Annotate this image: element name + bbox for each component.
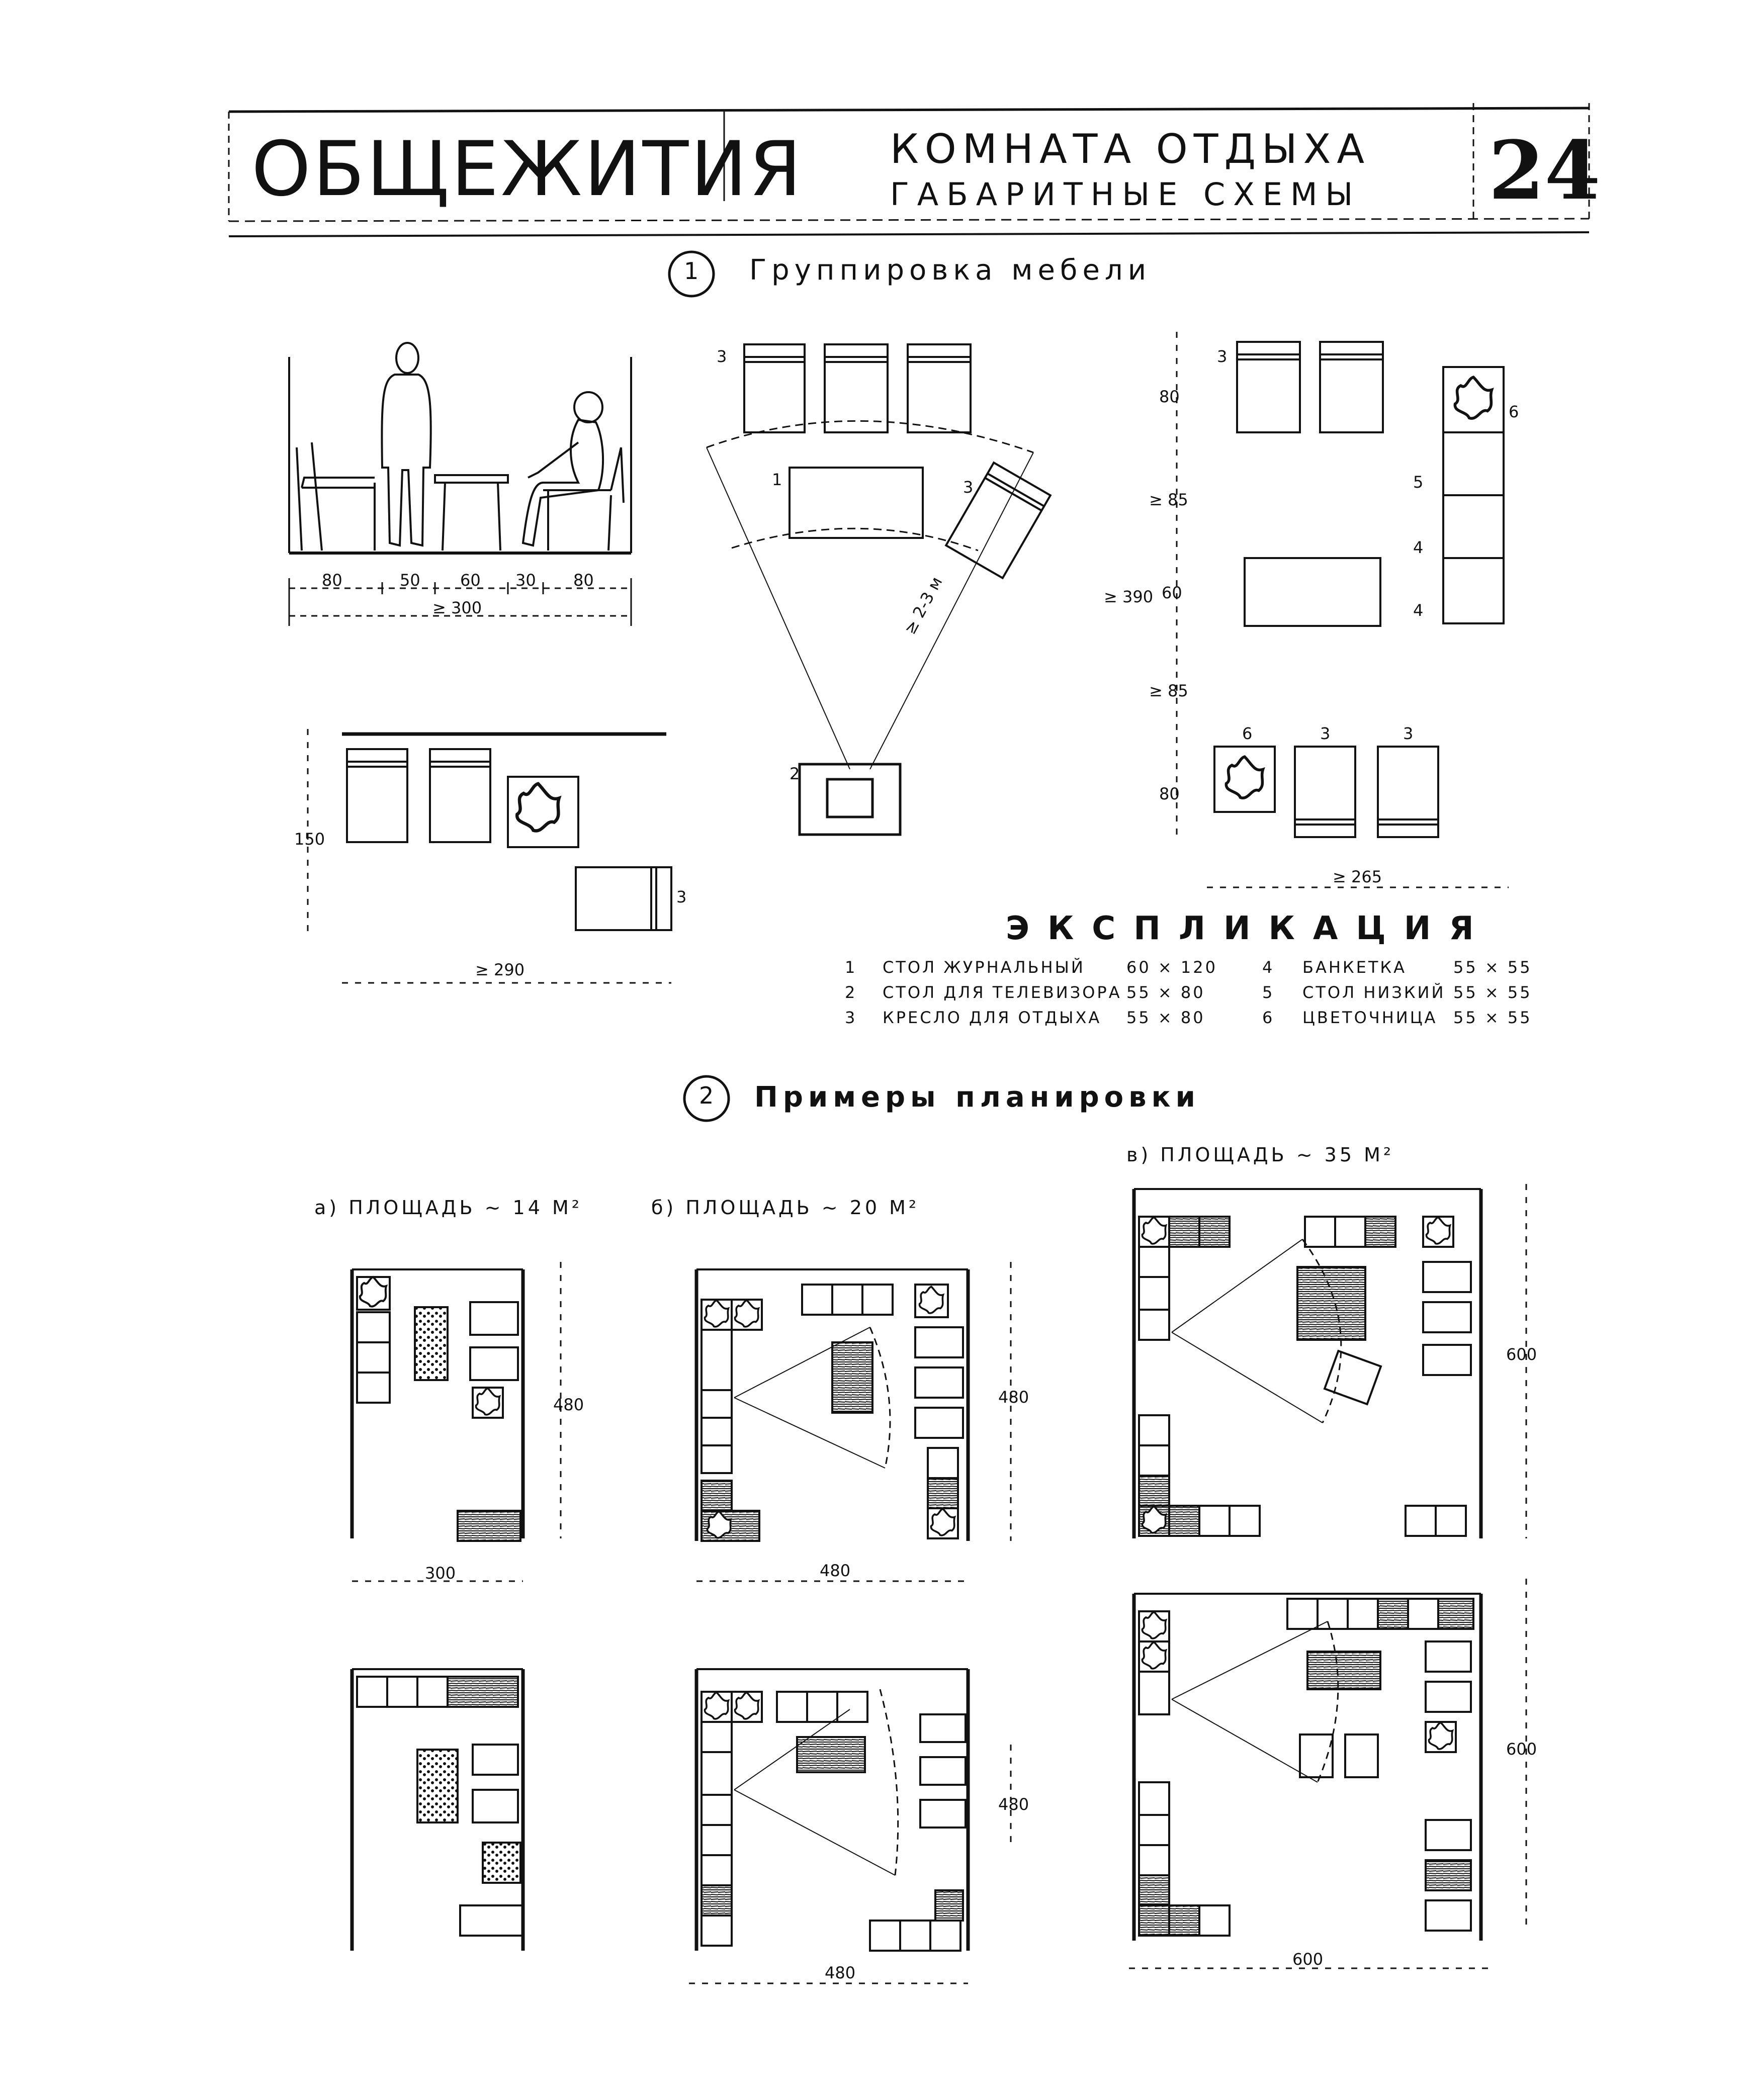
section2-number: 2: [699, 1082, 714, 1109]
expl-size-1: 60 × 120: [1126, 958, 1217, 977]
dim-right-85a: ≥ 85: [1149, 490, 1188, 509]
dim-elev-60: 60: [460, 571, 481, 590]
expl-num-6: 6: [1262, 1008, 1275, 1027]
example-a-label: а) ПЛОЩАДЬ ~ 14 М²: [314, 1197, 583, 1219]
item-label-3: 3: [676, 887, 687, 906]
example-b-bottom: [689, 1669, 1011, 1983]
plan-group-right: [1177, 332, 1509, 887]
dim-right-390: ≥ 390: [1104, 587, 1154, 606]
plan-group-small: [308, 729, 671, 983]
item-label-3: 3: [1320, 724, 1331, 743]
expl-name-4: БАНКЕТКА: [1302, 958, 1407, 977]
dim-right-85b: ≥ 85: [1149, 681, 1188, 700]
header-subtitle-2: ГАБАРИТНЫЕ СХЕМЫ: [890, 176, 1361, 213]
section1-number: 1: [684, 257, 699, 285]
dim-elev-total: ≥ 300: [432, 598, 482, 617]
dim-c-width-bottom: 600: [1292, 1950, 1324, 1969]
expl-size-5: 55 × 55: [1453, 983, 1532, 1002]
dim-b-height-top: 480: [998, 1388, 1029, 1407]
dim-elev-50: 50: [400, 571, 420, 590]
dim-elev-80b: 80: [573, 571, 594, 590]
dim-b-width-bottom: 480: [825, 1963, 856, 1982]
elevation-sketch: [289, 343, 631, 553]
header-title: ОБЩЕЖИТИЯ: [251, 126, 804, 213]
expl-name-6: ЦВЕТОЧНИЦА: [1302, 1008, 1438, 1027]
expl-name-5: СТОЛ НИЗКИЙ: [1302, 983, 1446, 1002]
header-subtitle-1: КОМНАТА ОТДЫХА: [890, 126, 1371, 172]
section2-title: Примеры планировки: [754, 1081, 1200, 1114]
example-b-top: [696, 1262, 1011, 1581]
expl-num-3: 3: [845, 1008, 857, 1027]
dim-tv-distance: ≥ 2-3 м: [900, 573, 946, 637]
dim-elev-30: 30: [515, 571, 536, 590]
item-label-5: 5: [1413, 473, 1424, 492]
dim-right-265: ≥ 265: [1333, 867, 1382, 886]
expl-name-2: СТОЛ ДЛЯ ТЕЛЕВИЗОРА: [883, 983, 1122, 1002]
example-c-label: в) ПЛОЩАДЬ ~ 35 М²: [1126, 1144, 1394, 1166]
item-label-2: 2: [790, 764, 800, 783]
page-number: 24: [1489, 123, 1601, 218]
item-label-6: 6: [1242, 724, 1253, 743]
expl-num-2: 2: [845, 983, 857, 1002]
dim-b-width-top: 480: [820, 1561, 851, 1580]
example-b-label: б) ПЛОЩАДЬ ~ 20 М²: [651, 1197, 920, 1219]
item-label-6: 6: [1509, 402, 1519, 421]
example-a-bottom: [352, 1669, 523, 1951]
dim-b-height-bottom: 480: [998, 1795, 1029, 1814]
expl-num-5: 5: [1262, 983, 1275, 1002]
dim-right-80b: 80: [1159, 784, 1180, 803]
dim-right-80a: 80: [1159, 387, 1180, 406]
dim-a-width: 300: [425, 1564, 456, 1583]
expl-num-4: 4: [1262, 958, 1275, 977]
item-label-3: 3: [1403, 724, 1414, 743]
expl-size-6: 55 × 55: [1453, 1008, 1532, 1027]
item-label-4: 4: [1413, 601, 1424, 620]
item-label-1: 1: [772, 470, 782, 489]
dim-c-height-bottom: 600: [1506, 1740, 1537, 1759]
example-c-top: [1134, 1184, 1526, 1538]
expl-name-1: СТОЛ ЖУРНАЛЬНЫЙ: [883, 958, 1085, 977]
item-label-4: 4: [1413, 538, 1424, 557]
plan-group-tv: [707, 344, 1051, 835]
dim-c-height-top: 600: [1506, 1345, 1537, 1364]
item-label-3: 3: [963, 478, 974, 497]
section1-title: Группировка мебели: [749, 254, 1152, 287]
dim-a-height: 480: [553, 1395, 584, 1414]
dim-plan-150: 150: [294, 830, 325, 849]
explication-title: ЭКСПЛИКАЦИЯ: [1006, 910, 1492, 947]
expl-size-3: 55 × 80: [1126, 1008, 1205, 1027]
item-label-3: 3: [1217, 347, 1228, 366]
dim-plan-290: ≥ 290: [475, 960, 525, 979]
expl-size-4: 55 × 55: [1453, 958, 1532, 977]
example-a-top: [352, 1262, 561, 1581]
item-label-3: 3: [717, 347, 727, 366]
expl-name-3: КРЕСЛО ДЛЯ ОТДЫХА: [883, 1008, 1102, 1027]
expl-size-2: 55 × 80: [1126, 983, 1205, 1002]
example-c-bottom: [1129, 1579, 1526, 1968]
dim-right-60: 60: [1162, 583, 1182, 602]
expl-num-1: 1: [845, 958, 857, 977]
dim-elev-80a: 80: [322, 571, 342, 590]
